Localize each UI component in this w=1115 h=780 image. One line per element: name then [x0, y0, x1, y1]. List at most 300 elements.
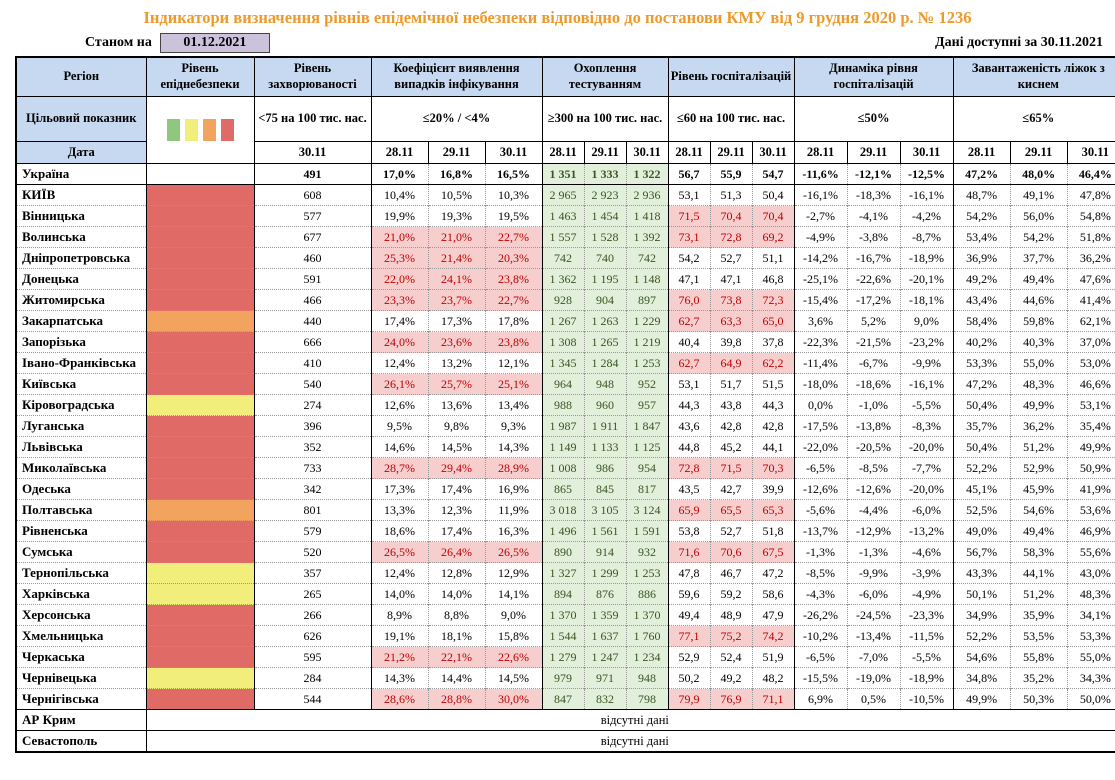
level-column-header: Рівень епіднебезпеки: [146, 57, 254, 97]
testing-coverage-cell: 894: [542, 584, 584, 605]
testing-coverage-cell: 1 392: [626, 227, 668, 248]
hospitalization-cell: 79,9: [668, 689, 710, 710]
oxygen-beds-cell: 37,0%: [1067, 332, 1115, 353]
detection-coef-cell: 17,4%: [428, 479, 485, 500]
oxygen-beds-cell: 49,0%: [953, 521, 1010, 542]
date-header: 28.11: [794, 142, 847, 164]
hospitalization-cell: 42,8: [710, 416, 752, 437]
hospitalization-cell: 49,4: [668, 605, 710, 626]
detection-coef-cell: 12,4%: [371, 563, 428, 584]
hospitalization-dynamics-cell: -1,0%: [847, 395, 900, 416]
incidence-cell: 520: [254, 542, 371, 563]
hospitalization-dynamics-cell: -16,1%: [794, 185, 847, 206]
epidemic-level-cell: [146, 290, 254, 311]
detection-coef-cell: 19,1%: [371, 626, 428, 647]
detection-coef-cell: 28,7%: [371, 458, 428, 479]
hospitalization-cell: 50,2: [668, 668, 710, 689]
date-header: 29.11: [1010, 142, 1067, 164]
oxygen-beds-cell: 54,2%: [1010, 227, 1067, 248]
epidemic-level-cell: [146, 206, 254, 227]
testing-coverage-cell: 1 308: [542, 332, 584, 353]
hospitalization-cell: 65,5: [710, 500, 752, 521]
oxygen-beds-cell: 49,2%: [953, 269, 1010, 290]
testing-coverage-cell: 2 923: [584, 185, 626, 206]
hospitalization-cell: 47,1: [668, 269, 710, 290]
testing-coverage-cell: 904: [584, 290, 626, 311]
hospitalization-dynamics-cell: -11,6%: [794, 164, 847, 185]
table-row: [16, 332, 1115, 353]
detection-coef-cell: 25,3%: [371, 248, 428, 269]
hospitalization-dynamics-cell: -15,4%: [794, 290, 847, 311]
incidence-cell: 626: [254, 626, 371, 647]
hospitalization-dynamics-cell: -4,9%: [900, 584, 953, 605]
oxygen-beds-cell: 55,0%: [1067, 647, 1115, 668]
testing-coverage-cell: 1 234: [626, 647, 668, 668]
report-page: [0, 8, 1115, 753]
hospitalization-dynamics-cell: -20,0%: [900, 437, 953, 458]
oxygen-beds-cell: 51,2%: [1010, 584, 1067, 605]
testing-coverage-cell: 742: [626, 248, 668, 269]
hospitalization-cell: 42,8: [752, 416, 794, 437]
region-cell: Житомирська: [16, 290, 146, 311]
date-header: 29.11: [847, 142, 900, 164]
oxygen-beds-cell: 45,1%: [953, 479, 1010, 500]
region-cell: Україна: [16, 164, 146, 185]
testing-coverage-cell: 1 528: [584, 227, 626, 248]
as-of-date-box[interactable]: 01.12.2021: [160, 33, 270, 53]
oxygen-beds-cell: 43,3%: [953, 563, 1010, 584]
detection-coef-cell: 26,5%: [485, 542, 542, 563]
detection-coef-cell: 13,3%: [371, 500, 428, 521]
oxygen-beds-cell: 52,5%: [953, 500, 1010, 521]
incidence-cell: 677: [254, 227, 371, 248]
oxygen-beds-cell: 34,1%: [1067, 605, 1115, 626]
oxygen-beds-cell: 46,6%: [1067, 374, 1115, 395]
hospitalization-dynamics-cell: -13,7%: [794, 521, 847, 542]
testing-coverage-cell: 948: [626, 668, 668, 689]
target-value: ≤50%: [794, 97, 953, 142]
hospitalization-cell: 47,8: [668, 563, 710, 584]
hospitalization-dynamics-cell: -5,6%: [794, 500, 847, 521]
table-row: [16, 311, 1115, 332]
testing-coverage-cell: 1 370: [626, 605, 668, 626]
oxygen-beds-cell: 35,7%: [953, 416, 1010, 437]
hospitalization-dynamics-cell: -12,9%: [847, 521, 900, 542]
incidence-cell: 801: [254, 500, 371, 521]
hospitalization-dynamics-cell: -4,9%: [794, 227, 847, 248]
hospitalization-dynamics-cell: -11,5%: [900, 626, 953, 647]
table-row: [16, 437, 1115, 458]
hospitalization-cell: 54,7: [752, 164, 794, 185]
epidemic-level-cell: [146, 647, 254, 668]
hospitalization-cell: 52,4: [710, 647, 752, 668]
hospitalization-dynamics-cell: -24,5%: [847, 605, 900, 626]
testing-coverage-cell: 1 591: [626, 521, 668, 542]
date-header: 28.11: [542, 142, 584, 164]
detection-coef-cell: 30,0%: [485, 689, 542, 710]
legend-swatch: [167, 119, 180, 141]
testing-coverage-cell: 1 463: [542, 206, 584, 227]
testing-coverage-cell: 832: [584, 689, 626, 710]
region-cell: Полтавська: [16, 500, 146, 521]
hospitalization-cell: 62,7: [668, 311, 710, 332]
oxygen-beds-cell: 44,6%: [1010, 290, 1067, 311]
testing-coverage-cell: 1 322: [626, 164, 668, 185]
testing-coverage-cell: 914: [584, 542, 626, 563]
incidence-cell: 666: [254, 332, 371, 353]
oxygen-beds-cell: 48,3%: [1067, 584, 1115, 605]
detection-coef-cell: 14,0%: [371, 584, 428, 605]
table-header: [16, 57, 1115, 164]
hospitalization-cell: 52,7: [710, 521, 752, 542]
detection-coef-cell: 24,1%: [428, 269, 485, 290]
hospitalization-dynamics-cell: -14,2%: [794, 248, 847, 269]
hospitalization-cell: 70,4: [752, 206, 794, 227]
date-header: 28.11: [953, 142, 1010, 164]
detection-coef-cell: 16,5%: [485, 164, 542, 185]
oxygen-beds-cell: 53,5%: [1010, 626, 1067, 647]
region-cell: Київська: [16, 374, 146, 395]
hospitalization-cell: 37,8: [752, 332, 794, 353]
testing-coverage-cell: 1 263: [584, 311, 626, 332]
oxygen-beds-cell: 46,4%: [1067, 164, 1115, 185]
detection-coef-cell: 17,3%: [371, 479, 428, 500]
hospitalization-cell: 51,5: [752, 374, 794, 395]
oxygen-beds-cell: 51,2%: [1010, 437, 1067, 458]
hospitalization-dynamics-cell: -8,3%: [900, 416, 953, 437]
testing-coverage-cell: 1 284: [584, 353, 626, 374]
oxygen-beds-cell: 50,4%: [953, 437, 1010, 458]
detection-coef-cell: 14,5%: [428, 437, 485, 458]
as-of-label: Станом на: [85, 35, 152, 50]
region-cell: Хмельницька: [16, 626, 146, 647]
testing-coverage-cell: 952: [626, 374, 668, 395]
detection-coef-cell: 14,3%: [485, 437, 542, 458]
oxygen-beds-cell: 54,8%: [1067, 206, 1115, 227]
oxygen-beds-cell: 49,4%: [1010, 269, 1067, 290]
subheader-bar: [85, 33, 1103, 53]
incidence-cell: 491: [254, 164, 371, 185]
detection-coef-cell: 26,4%: [428, 542, 485, 563]
hospitalization-dynamics-cell: -5,5%: [900, 395, 953, 416]
detection-coef-cell: 19,3%: [428, 206, 485, 227]
region-cell: Дніпропетровська: [16, 248, 146, 269]
hospitalization-cell: 43,5: [668, 479, 710, 500]
oxygen-beds-cell: 50,9%: [1067, 458, 1115, 479]
hospitalization-cell: 70,3: [752, 458, 794, 479]
detection-coef-cell: 17,4%: [371, 311, 428, 332]
detection-coef-cell: 11,9%: [485, 500, 542, 521]
detection-coef-cell: 26,1%: [371, 374, 428, 395]
incidence-cell: 540: [254, 374, 371, 395]
epidemic-level-cell: [146, 626, 254, 647]
testing-coverage-cell: 1 195: [584, 269, 626, 290]
hospitalization-cell: 59,2: [710, 584, 752, 605]
testing-coverage-cell: 2 965: [542, 185, 584, 206]
hospitalization-cell: 73,1: [668, 227, 710, 248]
detection-coef-cell: 25,1%: [485, 374, 542, 395]
hospitalization-cell: 72,8: [710, 227, 752, 248]
detection-coef-cell: 13,4%: [485, 395, 542, 416]
oxygen-beds-cell: 48,7%: [953, 185, 1010, 206]
hospitalization-cell: 65,3: [752, 500, 794, 521]
hospitalization-dynamics-cell: 0,0%: [794, 395, 847, 416]
oxygen-beds-cell: 54,6%: [1010, 500, 1067, 521]
detection-coef-cell: 16,8%: [428, 164, 485, 185]
table-row: [16, 500, 1115, 521]
hospitalization-cell: 55,9: [710, 164, 752, 185]
hospitalization-dynamics-cell: -18,6%: [847, 374, 900, 395]
testing-coverage-cell: 1 125: [626, 437, 668, 458]
detection-coef-cell: 22,7%: [485, 290, 542, 311]
oxygen-beds-cell: 35,4%: [1067, 416, 1115, 437]
region-cell: Луганська: [16, 416, 146, 437]
date-header: 30.11: [1067, 142, 1115, 164]
oxygen-beds-cell: 41,4%: [1067, 290, 1115, 311]
testing-coverage-cell: 1 987: [542, 416, 584, 437]
hospitalization-dynamics-cell: -8,7%: [900, 227, 953, 248]
target-value: ≤20% / <4%: [371, 97, 542, 142]
detection-coef-cell: 8,9%: [371, 605, 428, 626]
incidence-cell: 591: [254, 269, 371, 290]
oxygen-beds-cell: 43,4%: [953, 290, 1010, 311]
oxygen-beds-cell: 34,3%: [1067, 668, 1115, 689]
oxygen-beds-cell: 55,6%: [1067, 542, 1115, 563]
region-cell: Харківська: [16, 584, 146, 605]
testing-coverage-cell: 957: [626, 395, 668, 416]
group-header: Рівень захворюваності: [254, 57, 371, 97]
hospitalization-dynamics-cell: -11,4%: [794, 353, 847, 374]
oxygen-beds-cell: 53,4%: [953, 227, 1010, 248]
table-row: [16, 416, 1115, 437]
hospitalization-cell: 47,1: [710, 269, 752, 290]
hospitalization-cell: 58,6: [752, 584, 794, 605]
hospitalization-cell: 50,4: [752, 185, 794, 206]
hospitalization-dynamics-cell: -23,2%: [900, 332, 953, 353]
hospitalization-dynamics-cell: 9,0%: [900, 311, 953, 332]
detection-coef-cell: 23,8%: [485, 332, 542, 353]
hospitalization-cell: 52,7: [710, 248, 752, 269]
target-value: <75 на 100 тис. нас.: [254, 97, 371, 142]
region-cell: Івано-Франківська: [16, 353, 146, 374]
hospitalization-dynamics-cell: -5,5%: [900, 647, 953, 668]
oxygen-beds-cell: 46,9%: [1067, 521, 1115, 542]
region-cell: Тернопільська: [16, 563, 146, 584]
hospitalization-cell: 73,8: [710, 290, 752, 311]
hospitalization-cell: 49,2: [710, 668, 752, 689]
hospitalization-dynamics-cell: -18,0%: [794, 374, 847, 395]
hospitalization-cell: 65,9: [668, 500, 710, 521]
target-value: ≤65%: [953, 97, 1115, 142]
epidemic-level-cell: [146, 269, 254, 290]
oxygen-beds-cell: 47,2%: [953, 374, 1010, 395]
hospitalization-cell: 52,9: [668, 647, 710, 668]
incidence-cell: 733: [254, 458, 371, 479]
hospitalization-dynamics-cell: -13,4%: [847, 626, 900, 647]
target-value: ≥300 на 100 тис. нас.: [542, 97, 668, 142]
hospitalization-dynamics-cell: -12,5%: [900, 164, 953, 185]
detection-coef-cell: 22,7%: [485, 227, 542, 248]
hospitalization-dynamics-cell: -16,1%: [900, 374, 953, 395]
group-header: Охоплення тестуванням: [542, 57, 668, 97]
testing-coverage-cell: 1 760: [626, 626, 668, 647]
hospitalization-dynamics-cell: -6,0%: [847, 584, 900, 605]
testing-coverage-cell: 1 253: [626, 563, 668, 584]
hospitalization-cell: 65,0: [752, 311, 794, 332]
oxygen-beds-cell: 56,0%: [1010, 206, 1067, 227]
region-cell: Донецька: [16, 269, 146, 290]
epidemic-level-cell: [146, 668, 254, 689]
testing-coverage-cell: 986: [584, 458, 626, 479]
detection-coef-cell: 22,1%: [428, 647, 485, 668]
group-header: Рівень госпіталізацій: [668, 57, 794, 97]
incidence-cell: 440: [254, 311, 371, 332]
hospitalization-dynamics-cell: -4,1%: [847, 206, 900, 227]
hospitalization-dynamics-cell: -22,0%: [794, 437, 847, 458]
region-cell: Львівська: [16, 437, 146, 458]
target-value: ≤60 на 100 тис. нас.: [668, 97, 794, 142]
epidemic-level-cell: [146, 479, 254, 500]
group-header: Коефіцієнт виявлення випадків інфікування: [371, 57, 542, 97]
hospitalization-cell: 59,6: [668, 584, 710, 605]
hospitalization-dynamics-cell: -8,5%: [794, 563, 847, 584]
detection-coef-cell: 14,0%: [428, 584, 485, 605]
hospitalization-cell: 51,1: [752, 248, 794, 269]
oxygen-beds-cell: 34,9%: [953, 605, 1010, 626]
oxygen-beds-cell: 48,3%: [1010, 374, 1067, 395]
hospitalization-cell: 62,7: [668, 353, 710, 374]
region-cell: Волинська: [16, 227, 146, 248]
epidemic-level-cell: [146, 605, 254, 626]
detection-coef-cell: 9,3%: [485, 416, 542, 437]
testing-coverage-cell: 1 454: [584, 206, 626, 227]
region-cell: Миколаївська: [16, 458, 146, 479]
oxygen-beds-cell: 55,0%: [1010, 353, 1067, 374]
table-row: [16, 458, 1115, 479]
detection-coef-cell: 29,4%: [428, 458, 485, 479]
oxygen-beds-cell: 37,7%: [1010, 248, 1067, 269]
incidence-cell: 266: [254, 605, 371, 626]
detection-coef-cell: 15,8%: [485, 626, 542, 647]
incidence-cell: 265: [254, 584, 371, 605]
table-row: [16, 227, 1115, 248]
hospitalization-cell: 74,2: [752, 626, 794, 647]
detection-coef-cell: 14,4%: [428, 668, 485, 689]
hospitalization-dynamics-cell: -6,0%: [900, 500, 953, 521]
oxygen-beds-cell: 36,2%: [1010, 416, 1067, 437]
hospitalization-dynamics-cell: -20,0%: [900, 479, 953, 500]
hospitalization-cell: 71,6: [668, 542, 710, 563]
hospitalization-dynamics-cell: -18,1%: [900, 290, 953, 311]
hospitalization-dynamics-cell: -7,0%: [847, 647, 900, 668]
testing-coverage-cell: 954: [626, 458, 668, 479]
oxygen-beds-cell: 47,6%: [1067, 269, 1115, 290]
hospitalization-dynamics-cell: -6,5%: [794, 647, 847, 668]
oxygen-beds-cell: 52,9%: [1010, 458, 1067, 479]
detection-coef-cell: 16,3%: [485, 521, 542, 542]
date-header: 28.11: [371, 142, 428, 164]
hospitalization-dynamics-cell: -18,9%: [900, 668, 953, 689]
testing-coverage-cell: 845: [584, 479, 626, 500]
hospitalization-dynamics-cell: -16,1%: [900, 185, 953, 206]
detection-coef-cell: 20,3%: [485, 248, 542, 269]
hospitalization-cell: 40,4: [668, 332, 710, 353]
detection-coef-cell: 12,1%: [485, 353, 542, 374]
hospitalization-dynamics-cell: -22,6%: [847, 269, 900, 290]
testing-coverage-cell: 847: [542, 689, 584, 710]
region-cell: Севастополь: [16, 731, 146, 753]
date-header: 30.11: [485, 142, 542, 164]
oxygen-beds-cell: 58,4%: [953, 311, 1010, 332]
detection-coef-cell: 18,6%: [371, 521, 428, 542]
table-row: [16, 563, 1115, 584]
hospitalization-cell: 43,8: [710, 395, 752, 416]
table-row: [16, 353, 1115, 374]
oxygen-beds-cell: 35,2%: [1010, 668, 1067, 689]
hospitalization-cell: 76,9: [710, 689, 752, 710]
date-row-label: Дата: [16, 142, 146, 164]
hospitalization-dynamics-cell: -21,5%: [847, 332, 900, 353]
incidence-cell: 274: [254, 395, 371, 416]
oxygen-beds-cell: 53,1%: [1067, 395, 1115, 416]
detection-coef-cell: 13,2%: [428, 353, 485, 374]
epidemic-level-cell: [146, 374, 254, 395]
oxygen-beds-cell: 51,8%: [1067, 227, 1115, 248]
hospitalization-cell: 56,7: [668, 164, 710, 185]
detection-coef-cell: 17,8%: [485, 311, 542, 332]
indicators-table: [15, 56, 1115, 753]
table-row: [16, 290, 1115, 311]
hospitalization-cell: 76,0: [668, 290, 710, 311]
detection-coef-cell: 28,6%: [371, 689, 428, 710]
hospitalization-cell: 48,9: [710, 605, 752, 626]
date-header: 29.11: [584, 142, 626, 164]
no-data-cell: відсутні дані: [146, 731, 1115, 753]
epidemic-level-cell: [146, 563, 254, 584]
detection-coef-cell: 17,4%: [428, 521, 485, 542]
region-cell: Чернівецька: [16, 668, 146, 689]
detection-coef-cell: 23,8%: [485, 269, 542, 290]
table-row: [16, 521, 1115, 542]
testing-coverage-cell: 1 561: [584, 521, 626, 542]
testing-coverage-cell: 1 345: [542, 353, 584, 374]
hospitalization-dynamics-cell: -19,0%: [847, 668, 900, 689]
testing-coverage-cell: 876: [584, 584, 626, 605]
testing-coverage-cell: 1 496: [542, 521, 584, 542]
testing-coverage-cell: 932: [626, 542, 668, 563]
epidemic-level-cell: [146, 353, 254, 374]
testing-coverage-cell: 1 279: [542, 647, 584, 668]
region-cell: Закарпатська: [16, 311, 146, 332]
testing-coverage-cell: 1 149: [542, 437, 584, 458]
hospitalization-cell: 44,3: [752, 395, 794, 416]
region-cell: Сумська: [16, 542, 146, 563]
epidemic-level-cell: [146, 185, 254, 206]
incidence-cell: 284: [254, 668, 371, 689]
hospitalization-dynamics-cell: -12,1%: [847, 164, 900, 185]
hospitalization-dynamics-cell: -17,5%: [794, 416, 847, 437]
hospitalization-cell: 47,9: [752, 605, 794, 626]
oxygen-beds-cell: 49,9%: [953, 689, 1010, 710]
testing-coverage-cell: 1 148: [626, 269, 668, 290]
detection-coef-cell: 24,0%: [371, 332, 428, 353]
testing-coverage-cell: 1 253: [626, 353, 668, 374]
incidence-cell: 466: [254, 290, 371, 311]
hospitalization-dynamics-cell: -4,4%: [847, 500, 900, 521]
legend-swatch: [221, 119, 234, 141]
incidence-cell: 396: [254, 416, 371, 437]
testing-coverage-cell: 964: [542, 374, 584, 395]
